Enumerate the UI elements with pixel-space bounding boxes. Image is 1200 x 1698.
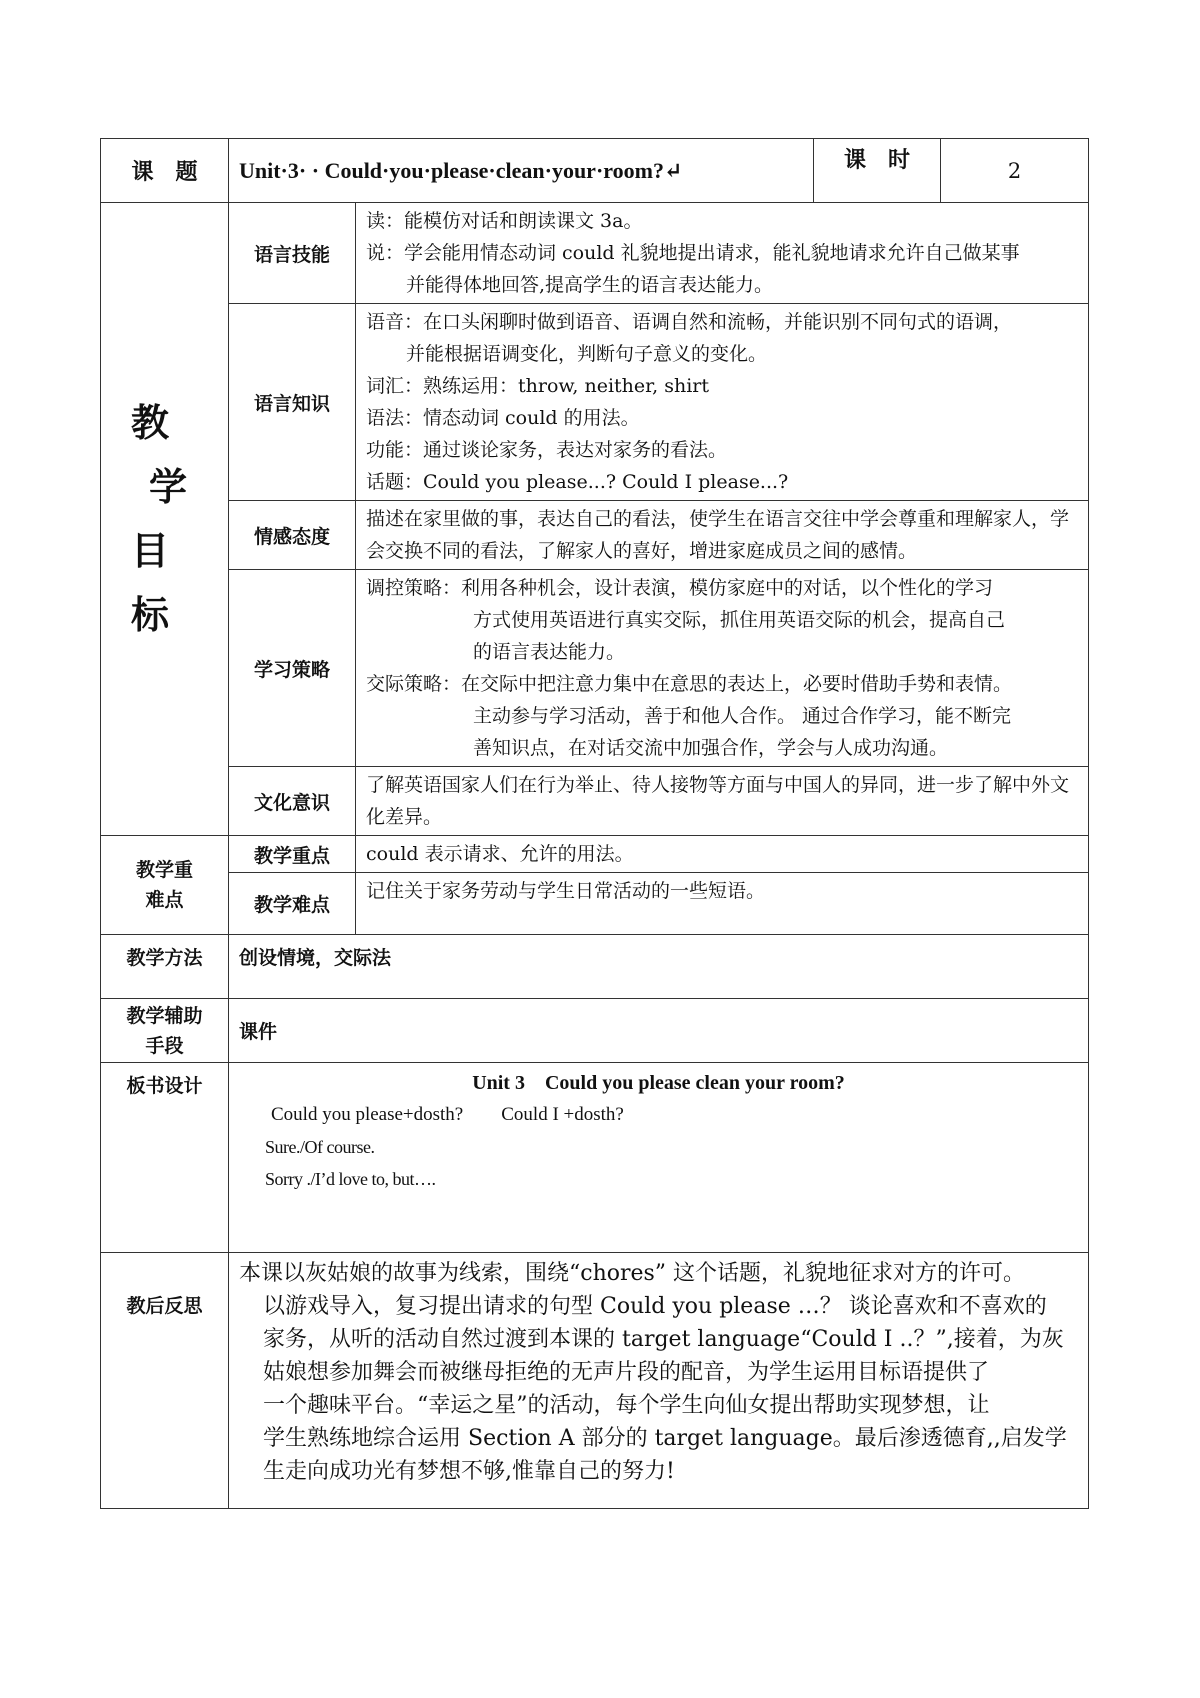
lesson-plan-table: [100, 138, 1089, 1509]
focus-text: could 表示请求、允许的用法。: [356, 836, 1089, 873]
aids-label: [101, 999, 229, 1063]
reflection-line: 姑娘想参加舞会而被继母拒绝的无声片段的配音，为学生运用目标语提供了: [263, 1360, 990, 1385]
reflection-line: 生走向成功光有梦想不够,惟靠自己的努力!: [263, 1459, 675, 1484]
knowledge-line: 话题：Could you please...? Could I please...?: [366, 471, 789, 493]
header-row: [101, 139, 1089, 203]
knowledge-line: 并能根据语调变化，判断句子意义的变化。: [406, 343, 768, 365]
aids-label-line2: 手段: [145, 1034, 184, 1057]
hours-value: 2: [941, 139, 1089, 203]
strategy-line: 调控策略：利用各种机会，设计表演，模仿家庭中的对话，以个性化的学习: [366, 577, 994, 599]
key-points-label: [101, 836, 229, 935]
key-focus-row: [101, 836, 1089, 873]
skills-label: 语言技能: [229, 203, 356, 304]
strategy-line: 交际策略：在交际中把注意力集中在意思的表达上，必要时借助手势和表情。: [366, 673, 1013, 695]
objectives-label: [101, 203, 229, 836]
knowledge-line: 词汇：熟练运用：throw, neither, shirt: [366, 375, 710, 397]
strategy-line: 善知识点，在对话交流中加强合作，学会与人成功沟通。: [473, 737, 949, 759]
strategy-line: 方式使用英语进行真实交际，抓住用英语交际的机会，提高自己: [473, 609, 1006, 631]
objectives-char-1: 教: [131, 401, 170, 445]
culture-text: 了解英语国家人们在行为举止、待人接物等方面与中国人的异同，进一步了解中外文化差异。: [366, 774, 1070, 828]
skills-line: 说：学会能用情态动词 could 礼貌地提出请求，能礼貌地请求允许自己做某事: [366, 242, 1020, 264]
board-content: [229, 1063, 1089, 1253]
key-points-label-line2: 难点: [145, 889, 184, 911]
strategy-line: 的语言表达能力。: [473, 641, 626, 663]
objective-row-culture: [101, 767, 1089, 836]
reflection-label: 教后反思: [101, 1253, 229, 1509]
reflection-line: 本课以灰姑娘的故事为线索，围绕“chores” 这个话题，礼貌地征求对方的许可。: [239, 1261, 1026, 1286]
skills-content: [356, 203, 1089, 304]
method-text: 创设情境，交际法: [229, 935, 1089, 999]
topic-label: 课 题: [101, 139, 229, 203]
aids-row: [101, 999, 1089, 1063]
strategy-label: 学习策略: [229, 570, 356, 767]
objectives-char-4: 标: [131, 593, 170, 637]
skills-line: 读：能模仿对话和朗读课文 3a。: [366, 210, 643, 232]
method-label: 教学方法: [101, 935, 229, 999]
reflection-line: 家务，从听的活动自然过渡到本课的 target language“Could I ..？”,接着，为灰: [263, 1327, 1064, 1352]
aids-text: 课件: [229, 999, 1089, 1063]
culture-label: 文化意识: [229, 767, 356, 836]
objective-row-attitude: [101, 501, 1089, 570]
knowledge-line: 功能：通过谈论家务，表达对家务的看法。: [366, 439, 728, 461]
board-row: [101, 1063, 1089, 1253]
objective-row-skills: [101, 203, 1089, 304]
aids-label-line1: 教学辅助: [126, 1004, 203, 1027]
attitude-label: 情感态度: [229, 501, 356, 570]
key-difficulty-row: [101, 873, 1089, 935]
board-line-3: Sorry ./I’d love to, but….: [265, 1169, 436, 1189]
knowledge-label: 语言知识: [229, 304, 356, 501]
board-line-1: Could you please+dosth? Could I +dosth?: [271, 1104, 624, 1125]
reflection-line: 学生熟练地综合运用 Section A 部分的 target language。最后渗透德育,,启发学: [263, 1426, 1067, 1451]
objectives-char-2: 学: [149, 465, 188, 509]
reflection-row: [101, 1253, 1089, 1509]
method-row: [101, 935, 1089, 999]
attitude-content: [356, 501, 1089, 570]
strategy-line: 主动参与学习活动，善于和他人合作。 通过合作学习，能不断完: [473, 705, 1012, 727]
hours-label: 课 时: [814, 139, 941, 203]
culture-content: [356, 767, 1089, 836]
attitude-text: 描述在家里做的事，表达自己的看法，使学生在语言交往中学会尊重和理解家人，学会交换不同的看法，了解家人的喜好，增进家庭成员之间的感情。: [366, 508, 1070, 562]
board-label: 板书设计: [101, 1063, 229, 1253]
reflection-line: 以游戏导入，复习提出请求的句型 Could you please …？ 谈论喜欢和不喜欢的: [263, 1294, 1047, 1319]
objective-row-knowledge: [101, 304, 1089, 501]
knowledge-line: 语音：在口头闲聊时做到语音、语调自然和流畅，并能识别不同句式的语调，: [366, 311, 1013, 333]
topic-value: Unit·3· · Could·you·please·clean·your·room?↵: [229, 139, 814, 203]
strategy-content: [356, 570, 1089, 767]
objectives-char-3: 目: [131, 529, 170, 573]
difficulty-label: 教学难点: [229, 873, 356, 935]
knowledge-line: 语法：情态动词 could 的用法。: [366, 407, 640, 429]
board-title: Unit 3 Could you please clean your room?: [472, 1072, 845, 1094]
reflection-content: [229, 1253, 1089, 1509]
reflection-line: 一个趣味平台。“幸运之星”的活动，每个学生向仙女提出帮助实现梦想，让: [263, 1393, 990, 1418]
board-line-2: Sure./Of course.: [265, 1137, 375, 1157]
skills-line: 并能得体地回答,提高学生的语言表达能力。: [406, 274, 774, 296]
objective-row-strategy: [101, 570, 1089, 767]
knowledge-content: [356, 304, 1089, 501]
focus-label: 教学重点: [229, 836, 356, 873]
difficulty-text: 记住关于家务劳动与学生日常活动的一些短语。: [356, 873, 1089, 935]
key-points-label-line1: 教学重: [135, 859, 193, 881]
